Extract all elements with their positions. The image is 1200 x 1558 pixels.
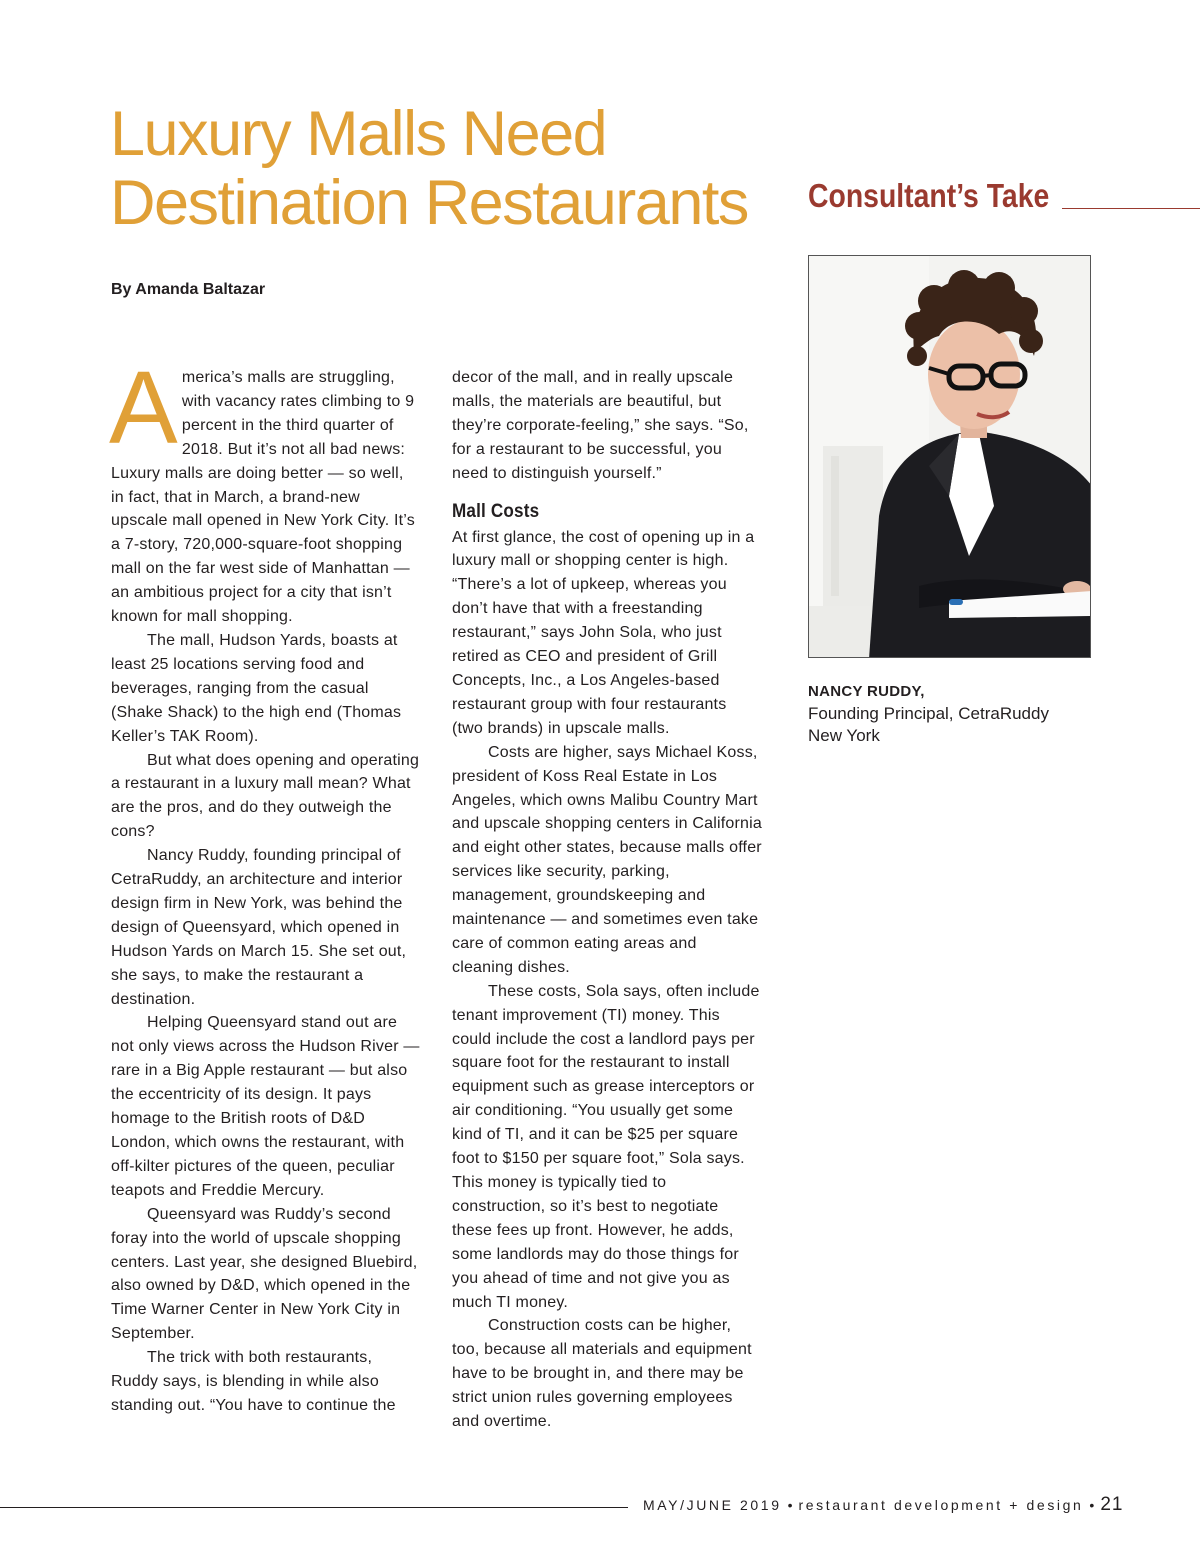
article-title: Luxury Malls Need Destination Restaurants [110,99,748,238]
photo-caption [808,681,1108,747]
paragraph: Costs are higher, says Michael Koss, president of Koss Real Estate in Los Angeles, which owns Malibu Country Mart and upscale shopping centers in California and eight other states, because malls offer services like security, parking, management, groundskeeping and maintenance — and sometimes even take care of common eating areas and cleaning dishes. [452,743,762,976]
caption-name: NANCY RUDDY, [808,683,925,700]
paragraph: These costs, Sola says, often include tenant improvement (TI) money. This could include the cost a landlord pays per square foot for the restaurant to install equipment such as grease interceptors or air conditioning. “You usually get some kind of TI, and it can be $25 per square foot to $150 per square foot,” Sola says. This money is typically tied to construction, so it’s best to negotiate these fees up front. However, he adds, some landlords may do those things for you ahead of time and not give you as much TI money. [452,982,760,1311]
article-column-1 [109,350,421,1418]
drop-cap: A [109,350,178,465]
paragraph: decor of the mall, and in really upscale malls, the materials are beautiful, but they’re corporate-feeling,” she says. “So, for a restaurant to be successful, you need to distinguish yourself.” [452,369,749,482]
portrait-photo [808,255,1091,658]
section-rule [1062,208,1200,209]
footer-magazine: restaurant development + design [798,1497,1084,1513]
footer-bullet: • [1089,1497,1095,1513]
paragraph: Helping Queensyard stand out are not only views across the Hudson River — rare in a Big Apple restaurant — but also the eccentricity of its design. It pays homage to the British roots of D&D London, which owns the restaurant, with off-kilter pictures of the queen, peculiar teapots and Freddie Mercury. [111,1014,420,1199]
paragraph: Construction costs can be higher, too, because all materials and equipment have to be brought in, and there may be strict union rules governing employees and overtime. [452,1317,752,1431]
caption-location: New York [808,726,880,745]
paragraph [109,350,421,629]
article-column-2 [452,366,762,1434]
caption-role: Founding Principal, CetraRuddy [808,704,1049,723]
paragraph: Queensyard was Ruddy’s second foray into the world of upscale shopping centers. Last year, she designed Bluebird, also owned by D&D, which opened in the Time Warner Center in New York City in September. [111,1205,418,1343]
paragraph: At first glance, the cost of opening up in a luxury mall or shopping center is high. “There’s a lot of upkeep, whereas you don’t have that with a freestanding restaurant,” says John Sola, who just retired as CEO and president of Grill Concepts, Inc., a Los Angeles-based restaurant group with four restaurants (two brands) in upscale malls. [452,528,755,737]
section-title: Consultant’s Take [808,177,1050,214]
paragraph: The mall, Hudson Yards, boasts at least 25 locations serving food and beverages, ranging from the casual (Shake Shack) to the high end (Thomas Keller’s TAK Room). [111,631,402,745]
portrait-illustration [809,256,1091,658]
paragraph-text: merica’s malls are struggling, with vacancy rates climbing to 9 percent in the third quarter of 2018. But it’s not all bad news: Luxury malls are doing better — so well, in fact, that in March, a brand-new upscale mall opened in New York City. It’s a 7-story, 720,000-square-foot shopping mall on the far west side of Manhattan — an ambitious project for a city that isn’t known for mall shopping. [111,369,415,626]
footer-rule [0,1507,628,1508]
subhead: Mall Costs [452,500,540,522]
page-footer [643,1494,1123,1516]
byline: By Amanda Baltazar [111,281,266,298]
paragraph: Nancy Ruddy, founding principal of CetraRuddy, an architecture and interior design firm in New York, was behind the design of Queensyard, which opened in Hudson Yards on March 15. She set out, she says, to make the restaurant a destination. [111,847,407,1008]
page-number: 21 [1100,1494,1124,1515]
paragraph: But what does opening and operating a restaurant in a luxury mall mean? What are the pros, and do they outweigh the cons? [111,751,420,841]
paragraph: The trick with both restaurants, Ruddy says, is blending in while also standing out. “You have to continue the [111,1349,396,1414]
footer-issue: MAY/JUNE 2019 [643,1497,782,1513]
footer-bullet: • [787,1497,793,1513]
